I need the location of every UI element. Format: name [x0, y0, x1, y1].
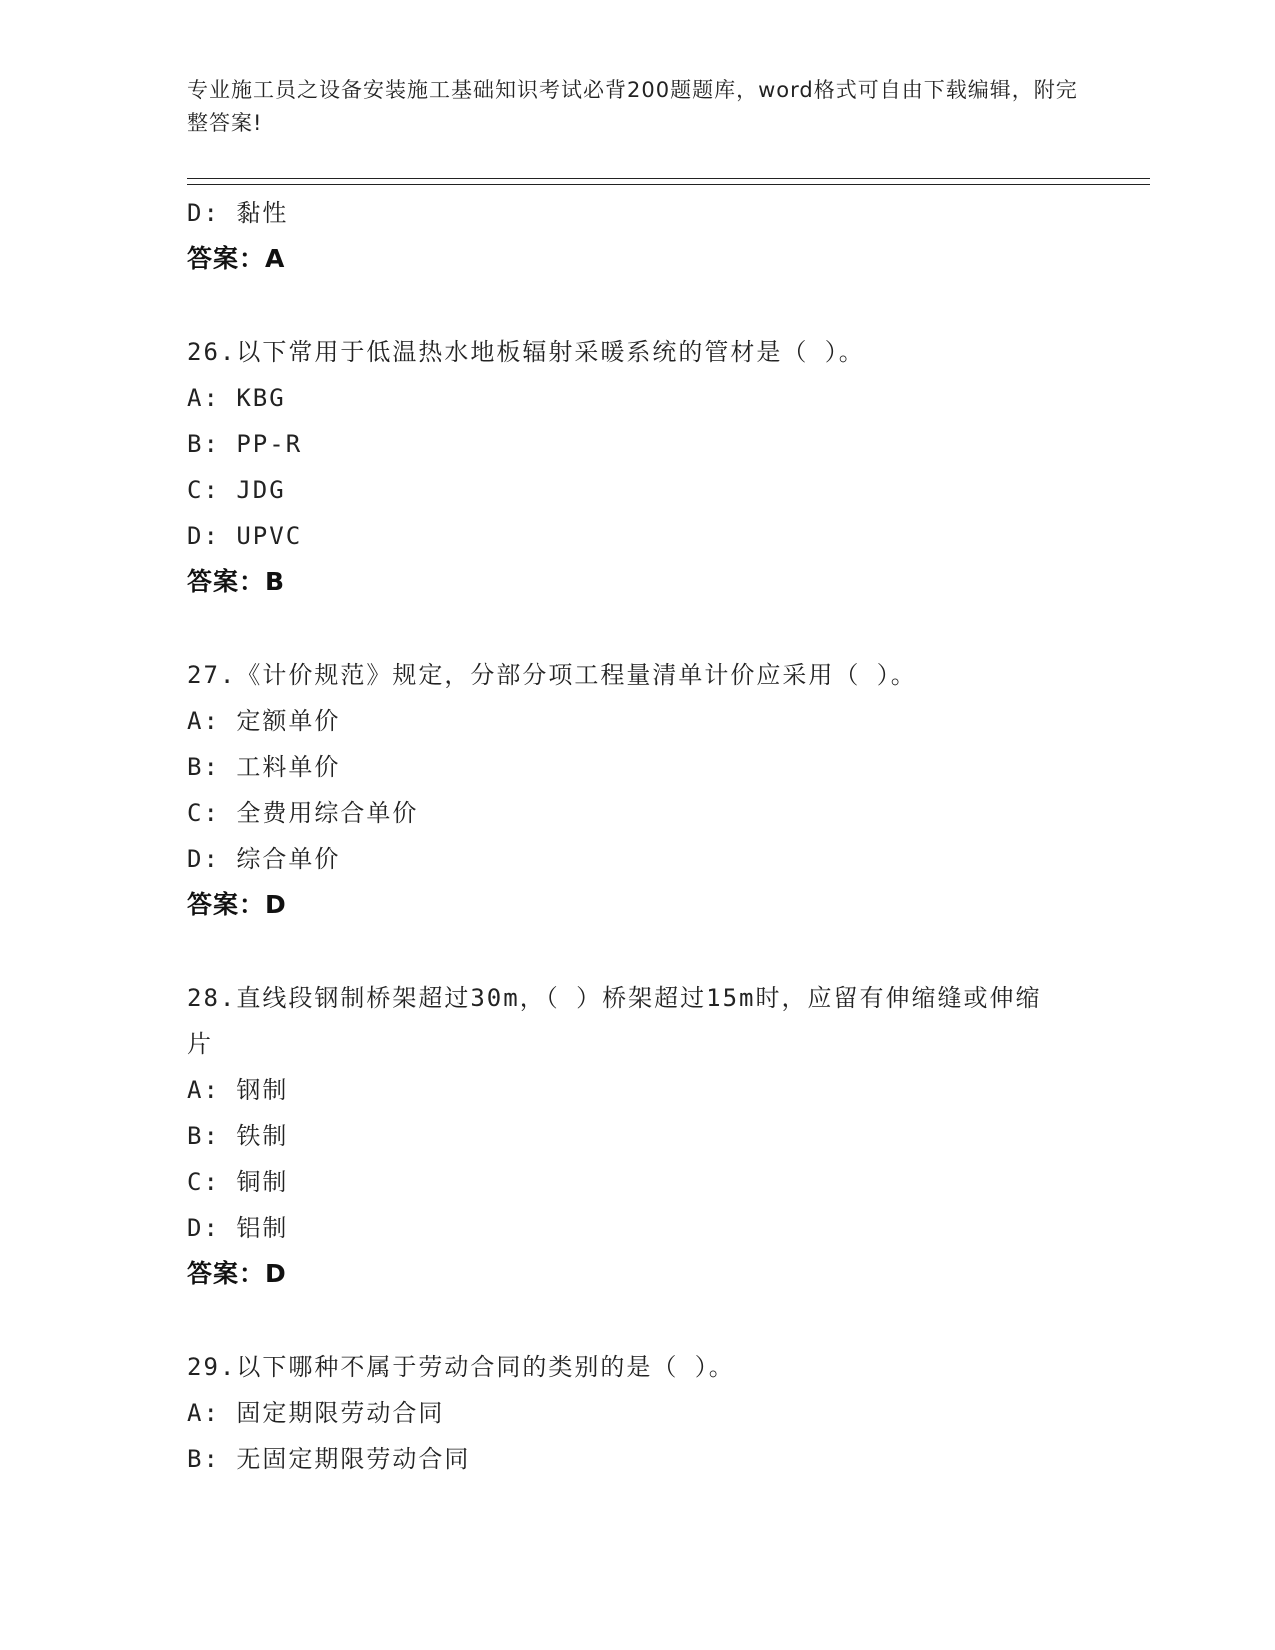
option-c: C: JDG: [187, 476, 286, 504]
option-a: A: 定额单价: [187, 707, 341, 735]
option-c: C: 全费用综合单价: [187, 799, 419, 827]
option-b: B: 工料单价: [187, 753, 341, 781]
answer-line: 答案：D: [187, 890, 287, 919]
document-header: 专业施工员之设备安装施工基础知识考试必背200题题库，word格式可自由下载编辑，附完整答案!: [187, 78, 1078, 135]
question-stem: 28.直线段钢制桥架超过30m，（ ）桥架超过15m时，应留有伸缩缝或伸缩片: [187, 984, 1042, 1058]
question-26: [187, 329, 1087, 605]
question-stem: 26.以下常用于低温热水地板辐射采暖系统的管材是（ ）。: [187, 338, 865, 366]
question-29: [187, 1344, 1087, 1482]
option-a: A: KBG: [187, 384, 286, 412]
document-body: [187, 190, 1087, 1482]
header-divider-bottom: [187, 184, 1150, 185]
option-d: D: 综合单价: [187, 845, 341, 873]
answer-line: 答案：A: [187, 244, 286, 273]
option-d: D: 铝制: [187, 1214, 289, 1242]
option-b: B: 铁制: [187, 1122, 289, 1150]
option-a: A: 钢制: [187, 1076, 289, 1104]
answer-line: 答案：D: [187, 1259, 287, 1288]
question-27: [187, 652, 1087, 928]
question-28: [187, 975, 1087, 1297]
answer-line: 答案：B: [187, 567, 286, 596]
option-d: D: 黏性: [187, 199, 289, 227]
carry-over-block: [187, 190, 1087, 282]
question-stem: 27.《计价规范》规定，分部分项工程量清单计价应采用（ ）。: [187, 661, 917, 689]
option-a: A: 固定期限劳动合同: [187, 1399, 445, 1427]
option-c: C: 铜制: [187, 1168, 289, 1196]
option-b: B: PP-R: [187, 430, 303, 458]
header-divider-top: [187, 178, 1150, 179]
option-b: B: 无固定期限劳动合同: [187, 1445, 471, 1473]
question-stem: 29.以下哪种不属于劳动合同的类别的是（ ）。: [187, 1353, 735, 1381]
option-d: D: UPVC: [187, 522, 303, 550]
